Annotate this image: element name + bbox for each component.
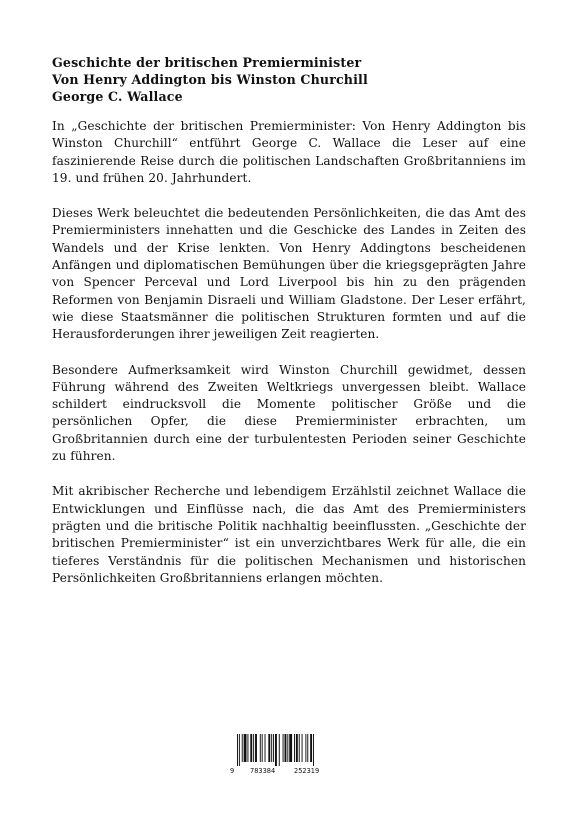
header-block [52,54,532,105]
barcode-digits-right: 252319 [294,767,320,775]
book-title: Geschichte der britischen Premierminister [52,55,362,70]
paragraph-3: Besondere Aufmerksamkeit wird Winston Churchill gewidmet, dessen Führung während des Zweiten Weltkriegs unvergessen bleibt. Wallace schildert eindrucksvoll die Momente politischer Größe und die persönlichen Opfer, die diese Premierminister erbrachten, um Großbritannien durch eine der turbulentesten Perioden seiner Geschichte zu führen. [52,362,526,464]
barcode-digit-first: 9 [230,767,235,775]
paragraph-1: In „Geschichte der britischen Premierminister: Von Henry Addington bis Winston Churchill“ entführt George C. Wallace die Leser auf eine faszinierende Reise durch die politischen Landschaften Großbritanniens im 19. und frühen 20. Jahrhundert. [52,119,526,185]
blurb-text [52,118,526,605]
barcode-digits-left: 783384 [250,767,276,775]
barcode-icon [236,734,342,766]
book-subtitle: Von Henry Addington bis Winston Churchill [52,72,368,87]
book-author: George C. Wallace [52,89,183,104]
paragraph-4: Mit akribischer Recherche und lebendigem Erzählstil zeichnet Wallace die Entwicklungen und Einflüsse nach, die das Amt des Premierministers prägten und die britische Politik nachhaltig beeinflussten. „Geschichte der britischen Premierminister“ ist ein unverzichtbares Werk für alle, die ein tieferes Verständnis für die politischen Mechanismen und historischen Persönlichkeiten Großbritanniens erlangen möchten. [52,484,526,585]
paragraph-2: Dieses Werk beleuchtet die bedeutenden Persönlichkeiten, die das Amt des Premierministers innehatten und die Geschicke des Landes in Zeiten des Wandels und der Krise lenkten. Von Henry Addingtons bescheidenen Anfängen und diplomatischen Bemühungen über die kriegsgeprägten Jahre von Spencer Perceval und Lord Liverpool bis hin zu den prägenden Reformen von Benjamin Disraeli und William Gladstone. Der Leser erfährt, wie diese Staatsmänner die politischen Strukturen formten und auf die Herausforderungen ihrer jeweiligen Zeit reagierten. [52,206,526,342]
